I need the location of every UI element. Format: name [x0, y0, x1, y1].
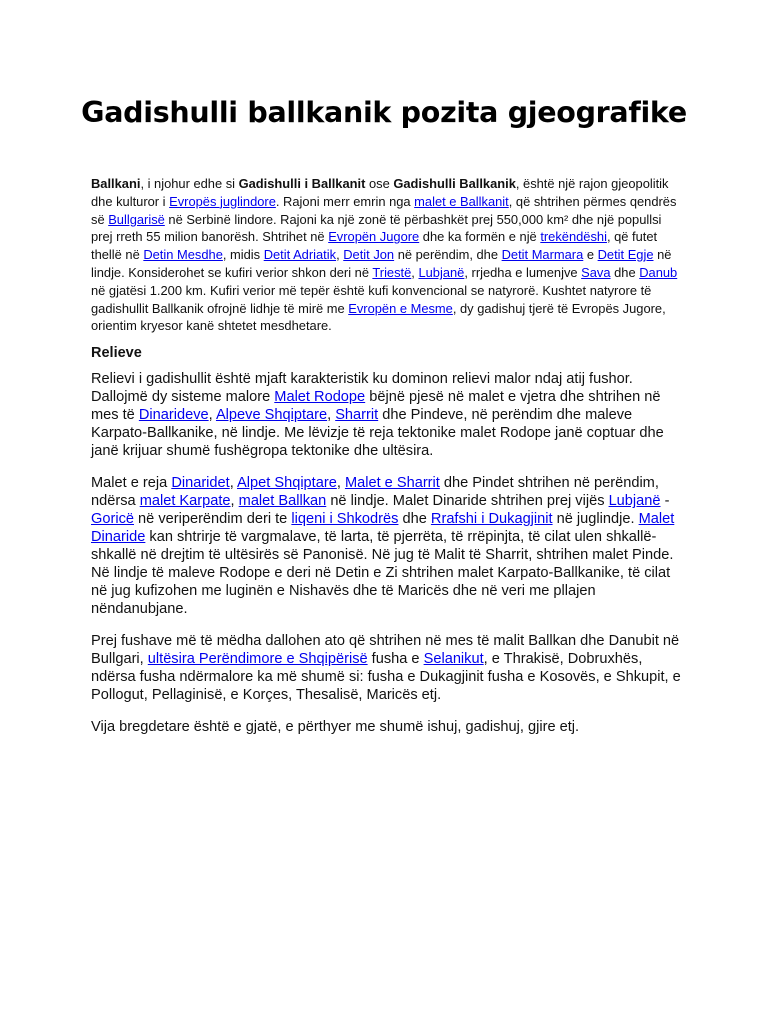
wiki-link[interactable]: Sharrit: [335, 407, 379, 424]
section-heading-relieve: Relieve: [91, 345, 142, 362]
text-run: Vija bregdetare është e gjatë, e përthyer me shumë ishuj, gadishuj, gjire etj.: [91, 719, 580, 736]
text-run: ,: [336, 247, 344, 263]
bold-term: Gadishulli i Ballkanit: [238, 176, 366, 191]
wiki-link[interactable]: Detin Mesdhe: [143, 247, 223, 263]
text-run: dhe Pindeve, në perëndim dhe maleve Karpato-Ballkanike, në lindje. Me lëvizje të reja tektonike malet Rodope janë coptuar dhe janë krijuar shumë fushëgropa tektonike dhe ultësira.: [91, 407, 664, 460]
text-run: ,: [336, 475, 345, 492]
body-paragraph: [91, 718, 681, 736]
wiki-link[interactable]: Lubjanë: [608, 493, 661, 510]
wiki-link[interactable]: Evropën e Mesme: [348, 300, 453, 316]
page-title: Gadishulli ballkanik pozita gjeografike: [81, 96, 687, 129]
wiki-link[interactable]: liqeni i Shkodrës: [291, 511, 399, 528]
text-run: në veriperëndim deri te: [133, 511, 292, 528]
text-run: në juglindje.: [552, 511, 639, 528]
text-run: Relievi i gadishullit është mjaft karakteristik ku dominon relievi malor ndaj atij fushor. Dallojmë dy sisteme malore: [91, 371, 633, 406]
text-run: , midis: [222, 247, 264, 263]
wiki-link[interactable]: Goricë: [91, 511, 134, 528]
wiki-link[interactable]: Detit Egje: [597, 247, 654, 263]
body-paragraph: [91, 632, 681, 704]
text-run: dhe Pindet shtrihen në perëndim, ndërsa: [91, 475, 659, 510]
wiki-link[interactable]: malet Karpate: [139, 493, 231, 510]
wiki-link[interactable]: trekëndëshi: [540, 229, 607, 245]
text-run: dhe ka formën e një: [419, 229, 541, 245]
wiki-link[interactable]: Triestë: [372, 264, 412, 280]
wiki-link[interactable]: Malet e Sharrit: [344, 475, 440, 492]
body-paragraph: [91, 474, 681, 618]
text-run: në gjatësi 1.200 km. Kufiri verior më tepër është kufi konvencional se natyrorë. Kushtet natyrore të gadishullit Ballkanik ofrojnë lidhje të mirë me: [91, 282, 652, 316]
wiki-link[interactable]: Sava: [581, 264, 611, 280]
text-run: dhe: [610, 264, 640, 280]
text-run: ,: [411, 264, 419, 280]
text-run: kan shtrirje të vargmalave, të larta, të pjerrëta, të rrëpinjta, të cilat ulen shkallë-shkallë në drejtim të ultësirës së Panonisë. Në jug të Malit të Sharrit, shtrihen malet Pinde. Në lindje të maleve Rodope e deri në Detin e Zi shtrihen malet Karpato-Ballkanike, të cilat në jug kufizohen me luginën e Nishavës dhe të Maricës dhe në veri me pllajen nëndanubjane.: [91, 529, 674, 618]
wiki-link[interactable]: Detit Marmara: [501, 247, 584, 263]
wiki-link[interactable]: Bullgarisë: [108, 211, 165, 227]
wiki-link[interactable]: Malet Dinaride: [91, 511, 675, 546]
intro-paragraph: [91, 175, 681, 335]
text-run: -: [660, 493, 670, 510]
text-run: . Rajoni merr emrin nga: [275, 193, 415, 209]
bold-term: Gadishulli Ballkanik: [393, 176, 516, 191]
wiki-link[interactable]: Detit Jon: [343, 247, 395, 263]
relieve-section: [91, 370, 681, 736]
text-run: fusha e: [367, 651, 424, 668]
text-run: ose: [365, 176, 394, 191]
text-run: ,: [327, 407, 336, 424]
wiki-link[interactable]: Selanikut: [423, 651, 484, 668]
wiki-link[interactable]: Detit Adriatik: [263, 247, 337, 263]
text-run: ,: [229, 475, 238, 492]
wiki-link[interactable]: Evropën Jugore: [328, 229, 420, 245]
wiki-link[interactable]: Alpeve Shqiptare: [215, 407, 328, 424]
wiki-link[interactable]: Dinaridet: [171, 475, 230, 492]
wiki-link[interactable]: Lubjanë: [418, 264, 465, 280]
text-run: Prej fushave më të mëdha dallohen ato që shtrihen në mes të malit Ballkan dhe Danubit në Bullgari,: [91, 633, 680, 668]
text-run: , e Thrakisë, Dobruxhës, ndërsa fusha ndërmalore ka më shumë si: fusha e Dukagjinit fusha e Kosovës, e Shkupit, e Pollogut, Pellaginisë, e Korçes, Thesalisë, Maricës etj.: [91, 651, 681, 704]
text-run: në lindje. Konsiderohet se kufiri verior shkon deri në: [91, 247, 672, 280]
text-run: , që futet thellë në: [91, 229, 658, 263]
wiki-link[interactable]: Rrafshi i Dukagjinit: [430, 511, 553, 528]
text-run: në perëndim, dhe: [394, 247, 502, 263]
bold-term: Ballkani: [91, 176, 141, 191]
text-run: ,: [230, 493, 239, 510]
text-run: në Serbinë lindore. Rajoni ka një zonë të përbashkët prej 550,000 km² dhe një popullsi prej rreth 55 milion banorësh. Shtrihet në: [91, 211, 662, 245]
wiki-link[interactable]: Malet Rodope: [274, 389, 366, 406]
text-run: dhe: [398, 511, 431, 528]
wiki-link[interactable]: Danub: [639, 264, 678, 280]
wiki-link[interactable]: malet e Ballkanit: [414, 193, 509, 209]
text-run: , i njohur edhe si: [140, 176, 239, 191]
body-paragraph: [91, 370, 681, 460]
text-run: ,: [208, 407, 216, 424]
text-run: e: [583, 247, 598, 263]
text-run: Malet e reja: [91, 475, 172, 492]
article-body: [91, 175, 681, 750]
wiki-link[interactable]: ultësira Perëndimore e Shqipërisë: [147, 651, 368, 668]
text-run: bëjnë pjesë në malet e vjetra dhe shtrihen në mes të: [91, 389, 661, 424]
text-run: , rrjedha e lumenjve: [464, 264, 582, 280]
wiki-link[interactable]: Dinarideve: [138, 407, 209, 424]
wiki-link[interactable]: Evropës juglindore: [169, 193, 276, 209]
text-run: , që shtrihen përmes qendrës së: [91, 193, 677, 227]
wiki-link[interactable]: Alpet Shqiptare: [237, 475, 337, 492]
text-run: në lindje. Malet Dinaride shtrihen prej vijës: [326, 493, 609, 510]
text-run: , është një rajon gjeopolitik dhe kulturor i: [91, 176, 669, 209]
text-run: , dy gadishuj tjerë të Evropës Jugore, orientim kryesor kanë shtetet mesdhetare.: [91, 300, 666, 334]
wiki-link[interactable]: malet Ballkan: [238, 493, 327, 510]
